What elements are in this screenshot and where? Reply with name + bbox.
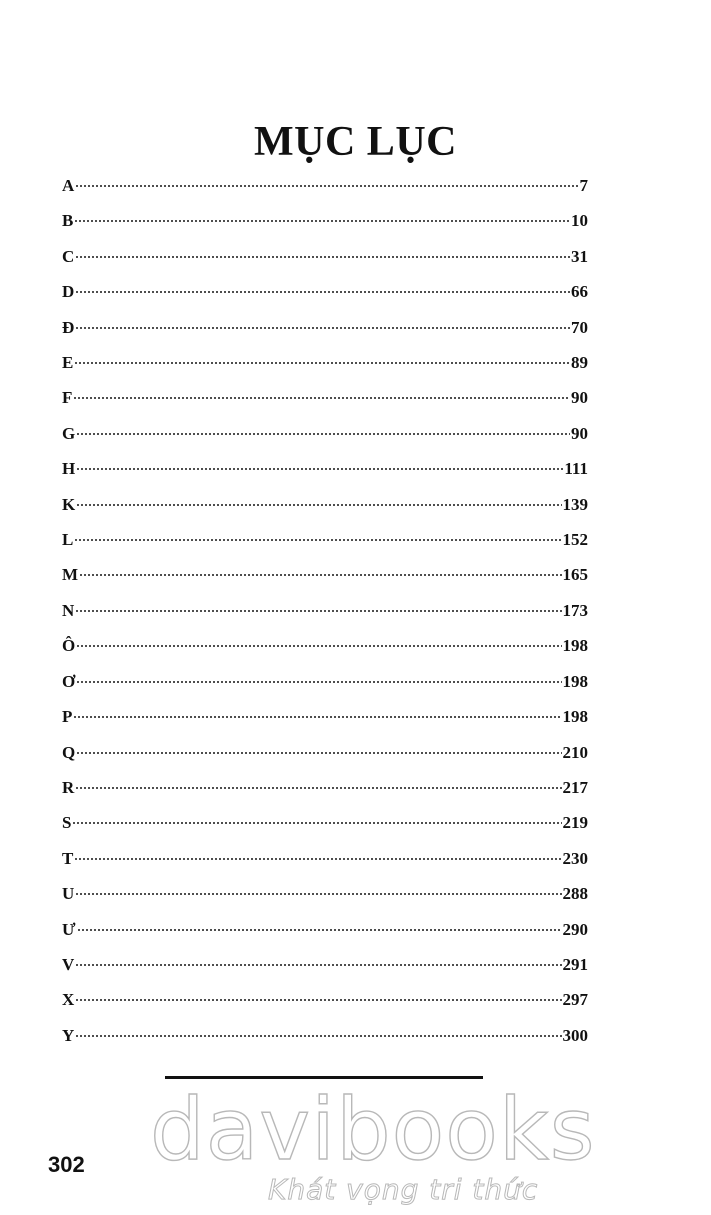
- toc-entry-page: 198: [562, 707, 588, 727]
- toc-entry-letter: V: [62, 954, 75, 974]
- toc-entry-page: 291: [562, 954, 588, 974]
- dot-leader: [76, 681, 561, 683]
- toc-entry-letter: Y: [62, 1025, 75, 1045]
- toc-entry: [62, 451, 588, 486]
- toc-entry-letter: Ư: [62, 919, 76, 939]
- toc-entry: [62, 557, 588, 592]
- toc-entry-page: 210: [562, 742, 588, 762]
- toc-entry-letter: S: [62, 813, 72, 833]
- page-title: MỤC LỤC: [254, 119, 457, 165]
- toc-entry-letter: K: [62, 494, 76, 514]
- toc-entry: [62, 487, 588, 522]
- dot-leader: [77, 929, 562, 931]
- dot-leader: [75, 610, 561, 612]
- toc-entry-letter: D: [62, 282, 75, 302]
- dot-leader: [76, 468, 563, 470]
- toc-entry: [62, 770, 588, 805]
- dot-leader: [74, 539, 561, 541]
- toc-entry-letter: R: [62, 777, 75, 797]
- dot-leader: [76, 433, 570, 435]
- toc-entry-page: 297: [562, 990, 588, 1010]
- toc-entry-page: 198: [562, 636, 588, 656]
- toc-entry-page: 230: [562, 848, 588, 868]
- toc-entry: [62, 310, 588, 345]
- dot-leader: [76, 752, 561, 754]
- toc-entry-page: 300: [562, 1025, 588, 1045]
- toc-entry-page: 165: [562, 565, 588, 585]
- toc-entry: [62, 416, 588, 451]
- toc-entry-page: 219: [562, 813, 588, 833]
- toc-entry: [62, 982, 588, 1017]
- toc-entry: [62, 345, 588, 380]
- toc-entry: [62, 203, 588, 238]
- watermark-tagline: Khát vọng tri thức: [268, 1173, 539, 1206]
- toc-entry-page: 66: [571, 282, 588, 302]
- toc-entry-letter: U: [62, 884, 75, 904]
- toc-entry: [62, 876, 588, 911]
- toc-entry-letter: E: [62, 353, 74, 373]
- toc-entry-letter: H: [62, 459, 76, 479]
- toc-entry-letter: B: [62, 211, 74, 231]
- dot-leader: [76, 645, 561, 647]
- dot-leader: [76, 504, 561, 506]
- toc-entry-letter: C: [62, 246, 75, 266]
- toc-entry-letter: N: [62, 600, 75, 620]
- toc-entry: [62, 841, 588, 876]
- toc-entry: [62, 1018, 588, 1053]
- dot-leader: [75, 787, 561, 789]
- toc-entry: [62, 735, 588, 770]
- table-of-contents: [62, 168, 588, 1053]
- toc-entry: [62, 628, 588, 663]
- dot-leader: [75, 327, 570, 329]
- toc-entry: [62, 522, 588, 557]
- toc-entry: [62, 664, 588, 699]
- toc-entry-letter: M: [62, 565, 79, 585]
- dot-leader: [74, 220, 570, 222]
- toc-entry-letter: Q: [62, 742, 76, 762]
- dot-leader: [75, 256, 570, 258]
- toc-entry-page: 111: [564, 459, 588, 479]
- toc-entry: [62, 593, 588, 628]
- watermark-logo: davibooks: [150, 1080, 596, 1180]
- toc-entry-letter: G: [62, 423, 76, 443]
- toc-entry-page: 173: [562, 600, 588, 620]
- toc-entry-page: 70: [571, 317, 588, 337]
- toc-entry-page: 10: [571, 211, 588, 231]
- toc-entry: [62, 947, 588, 982]
- toc-entry: [62, 274, 588, 309]
- footer-rule: [165, 1076, 483, 1079]
- toc-entry-page: 152: [562, 530, 588, 550]
- toc-entry: [62, 699, 588, 734]
- toc-entry: [62, 912, 588, 947]
- dot-leader: [73, 716, 561, 718]
- dot-leader: [74, 362, 570, 364]
- toc-entry: [62, 380, 588, 415]
- toc-entry-letter: L: [62, 530, 74, 550]
- toc-entry-page: 7: [579, 176, 588, 195]
- toc-entry-letter: Đ: [62, 317, 75, 337]
- toc-entry-letter: Ô: [62, 636, 76, 656]
- toc-entry-letter: T: [62, 848, 74, 868]
- toc-entry: [62, 805, 588, 840]
- toc-entry-page: 198: [562, 671, 588, 691]
- dot-leader: [72, 822, 561, 824]
- toc-entry: [62, 168, 588, 203]
- toc-entry-letter: A: [62, 176, 75, 195]
- toc-entry-page: 89: [571, 353, 588, 373]
- page-number: 302: [48, 1152, 85, 1177]
- toc-entry-letter: X: [62, 990, 75, 1010]
- toc-entry-letter: Ơ: [62, 671, 76, 691]
- toc-entry-page: 288: [562, 884, 588, 904]
- toc-entry-page: 90: [571, 388, 588, 408]
- dot-leader: [75, 291, 570, 293]
- toc-entry-letter: F: [62, 388, 73, 408]
- toc-entry-page: 139: [562, 494, 588, 514]
- toc-entry-page: 90: [571, 423, 588, 443]
- toc-entry-page: 31: [571, 246, 588, 266]
- dot-leader: [75, 185, 578, 187]
- toc-entry: [62, 239, 588, 274]
- dot-leader: [73, 397, 570, 399]
- dot-leader: [75, 1035, 561, 1037]
- dot-leader: [75, 964, 561, 966]
- toc-entry-page: 217: [562, 777, 588, 797]
- dot-leader: [79, 574, 561, 576]
- dot-leader: [74, 858, 561, 860]
- toc-entry-letter: P: [62, 707, 73, 727]
- dot-leader: [75, 999, 561, 1001]
- toc-entry-page: 290: [562, 919, 588, 939]
- dot-leader: [75, 893, 561, 895]
